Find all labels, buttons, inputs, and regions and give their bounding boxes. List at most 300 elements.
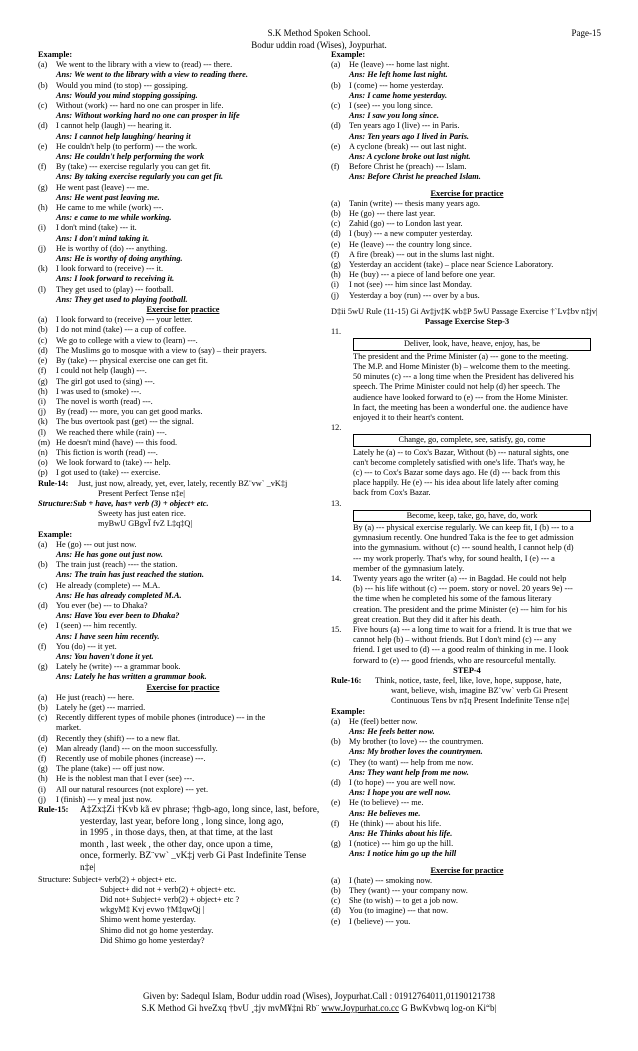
school-address: Bodur uddin road (Wises), Joypurhat. [251, 40, 387, 50]
example-label: Example: [38, 50, 73, 59]
question-item [331, 758, 603, 768]
question-text: You (do) --- it yet. [56, 641, 117, 651]
answer-text: Ans: I have seen him recently. [56, 631, 160, 641]
item-label: (g) [38, 376, 48, 386]
item-label: (m) [38, 437, 50, 447]
passage-number: 14. [331, 573, 342, 583]
practice-item [331, 199, 603, 209]
rule-text: A‡Zx‡Zi †Kvb kã ev phrase; †hgb-ago, long since, last, before, [80, 805, 320, 816]
practice-item [38, 744, 328, 754]
step4-heading: STEP-4 [453, 665, 481, 675]
question-text: He (feel) better now. [349, 716, 418, 726]
footer-note-pre: S.K Method Gi hveZxq †bvU ¸‡jv mvM¥‡ni Rb¨ [141, 1003, 320, 1013]
answer-text: Ans: You haven't done it yet. [56, 651, 154, 661]
rule-16 [331, 676, 603, 707]
practice-text: Tanin (write) --- thesis many years ago. [349, 198, 480, 208]
answer-text: Ans: The train has just reached the station. [56, 570, 204, 580]
rule-text-cont: Present Perfect Tense n‡e| [98, 488, 185, 498]
question-text: He came to me while (work) ---. [56, 203, 164, 213]
structure-line: Subject+ did not + verb(2) + object+ etc. [100, 884, 236, 894]
question-item [38, 101, 328, 111]
practice-item [331, 906, 603, 916]
practice-text: By (take) --- physical exercise one can get fit. [56, 356, 208, 366]
item-label: (h) [331, 270, 341, 280]
example-label: Example: [331, 706, 366, 716]
item-label: (g) [38, 764, 48, 774]
passage-line: Five hours (a) --- a long time to wait for a friend. It is true that we [353, 624, 572, 634]
item-label: (a) [331, 198, 341, 208]
answer-text: Ans: He Thinks about his life. [349, 829, 453, 839]
item-label: (e) [331, 916, 341, 926]
question-item [331, 121, 603, 131]
structure-formula: Sub + have, has+ verb (3) + object+ etc. [73, 498, 209, 508]
structure-line: Did Shimo go home yesterday? [100, 935, 205, 945]
practice-item [38, 407, 328, 417]
answer-text: Ans: They get used to playing football. [56, 294, 188, 304]
practice-item [38, 795, 328, 805]
practice-item [331, 209, 603, 219]
item-label: (l) [38, 284, 46, 294]
item-label: (b) [331, 886, 341, 896]
practice-item [38, 468, 328, 478]
passage-line: cannot help (b) – without friends. But I don't mind (c) --- any [353, 635, 557, 645]
practice-item [331, 917, 603, 927]
item-label: (a) [38, 539, 48, 549]
structure-line: Shimo went home yesterday. [100, 915, 196, 925]
practice-text: He (buy) --- a piece of land before one year. [349, 270, 496, 280]
item-label: (l) [38, 427, 46, 437]
passage-body [353, 574, 573, 625]
passage-line: In fact, the meeting has been a wonderful one. the audience have [353, 402, 568, 412]
question-item [331, 101, 603, 111]
question-text: I (come) --- home yesterday. [349, 80, 444, 90]
passage-body [331, 523, 603, 574]
question-text: I (seen) --- him recently. [56, 621, 137, 631]
item-label: (c) [38, 101, 48, 111]
item-label: (f) [331, 162, 340, 172]
practice-item [38, 734, 328, 744]
question-item [331, 142, 603, 152]
answer-text: Ans: He left home last night. [349, 70, 448, 80]
passage-line: The president and the Prime Minister (a) --- gone to the meeting. [353, 351, 569, 361]
item-label: (e) [38, 743, 48, 753]
practice-text: Yesterday a boy (run) --- over by a bus. [349, 290, 480, 300]
item-label: (a) [38, 60, 48, 70]
practice-text: Recently they (shift) --- to a new flat. [56, 733, 180, 743]
question-text: Without (work) --- hard no one can prosper in life. [56, 101, 224, 111]
practice-item [38, 723, 328, 733]
passage-line: the time when he completed his some of the famous literary [353, 594, 552, 604]
rule-body [375, 676, 569, 707]
rule-text: Continuous Tens bv n‡q Present Indefinite Tense n‡e| [391, 696, 570, 706]
practice-text: I got used to (take) --- exercise. [56, 468, 161, 478]
answer-text: Ans: Ten years ago I lived in Paris. [349, 131, 470, 141]
practice-item [38, 417, 328, 427]
question-text: They (to want) --- help from me now. [349, 757, 474, 767]
practice-text: Yesterday an accident (take) – place near Science Laboratory. [349, 260, 554, 270]
passage-line: forward to (e) --- good friends, who are resourceful mentally. [353, 655, 556, 665]
passage-body [331, 352, 603, 423]
rule-text: n‡e| [80, 863, 96, 873]
question-item [331, 60, 603, 70]
passage-word-box: Change, go, complete, see, satisfy, go, come [353, 434, 591, 446]
passage-word-box: Deliver, look, have, heave, enjoy, has, be [353, 338, 591, 350]
item-label: (j) [331, 290, 339, 300]
answer-text: Ans: Before Christ he preached Islam. [349, 172, 481, 182]
question-item [38, 162, 328, 172]
structure-line: Did not+ Subject+ verb(2) + object+ etc ? [100, 895, 240, 904]
question-item [38, 621, 328, 631]
practice-item [331, 229, 603, 239]
item-label: (d) [38, 121, 48, 131]
item-label: (f) [331, 249, 340, 259]
item-label: (e) [38, 141, 48, 151]
item-label: (k) [38, 417, 48, 427]
practice-text: I was used to (smoke) ---. [56, 386, 142, 396]
question-item [38, 121, 328, 131]
question-text: He couldn't help (to perform) --- the work. [56, 141, 198, 151]
item-label: (c) [38, 713, 48, 723]
structure-line [38, 499, 328, 509]
passage-body [331, 448, 603, 499]
practice-text: I do not mind (take) --- a cup of coffee. [56, 325, 187, 335]
item-label [38, 723, 56, 733]
practice-text: He (leave) --- the country long since. [349, 239, 472, 249]
exercise-heading: Exercise for practice [430, 865, 504, 875]
footer-credit: Given by: Sadequl Islam, Bodur uddin road (Wises), Joypurhat.Call : 01912764011,01190121738 [143, 991, 495, 1001]
question-item [38, 264, 328, 274]
passage-line: Twenty years ago the writer (a) --- in Bagdad. He could not help [353, 573, 567, 583]
item-label: (j) [38, 243, 46, 253]
practice-text: The novel is worth (read) ---. [56, 396, 153, 406]
item-label: (a) [38, 692, 48, 702]
practice-item [38, 713, 328, 723]
item-label: (c) [38, 335, 48, 345]
practice-item [331, 886, 603, 896]
question-item [38, 183, 328, 193]
question-item [38, 560, 328, 570]
practice-text: She (to wish) -- to get a job now. [349, 896, 458, 906]
item-label: (f) [38, 754, 47, 764]
item-label: (c) [331, 757, 341, 767]
exercise-heading: Exercise for practice [146, 682, 220, 692]
structure-label: Structure: [38, 498, 74, 508]
passage-line: (c) --- to Cox's Bazar some days ago. He (d) --- back from this [353, 467, 561, 477]
item-label: (e) [331, 798, 341, 808]
question-text: Ten years ago I (live) --- in Paris. [349, 121, 460, 131]
passage-line: --- my work properly. That's why, for sound health, I (e) --- a [353, 553, 555, 563]
item-label: (b) [38, 560, 48, 570]
question-item [38, 142, 328, 152]
practice-item [331, 876, 603, 886]
answer-text: Ans: I notice him go up the hill [349, 849, 457, 859]
practice-item [38, 754, 328, 764]
item-label: (j) [38, 407, 46, 417]
practice-text: A fire (break) --- out in the slums last night. [349, 249, 495, 259]
practice-item [331, 240, 603, 250]
answer-text: Ans: Lately he has written a grammar book. [56, 672, 207, 682]
structure-line: wkgyM‡ Kvj evwo †M‡qwQj | [100, 905, 205, 915]
question-item [331, 717, 603, 727]
passage-line: great creation. But they did it after his death. [353, 614, 502, 624]
practice-text: The girl got used to (sing) ---. [56, 376, 155, 386]
exercise-heading: Exercise for practice [146, 305, 220, 315]
item-label: (i) [38, 784, 46, 794]
item-label: (n) [38, 447, 48, 457]
rule-text: month , last week , the other day, once upon a time, [80, 839, 273, 850]
question-text: He went past (leave) --- me. [56, 182, 150, 192]
practice-item [38, 785, 328, 795]
page-number: Page-15 [571, 28, 601, 38]
practice-item [38, 703, 328, 713]
structure-line: Structure: Subject+ verb(2) + object+ etc. [38, 874, 177, 884]
answer-text: Ans: He believes me. [349, 808, 421, 818]
answer-text: Ans: Would you mind stopping gossiping. [56, 90, 198, 100]
item-label: (g) [38, 182, 48, 192]
practice-item [38, 356, 328, 366]
answer-text: Ans: I hope you are well now. [349, 788, 451, 798]
question-item [331, 778, 603, 788]
practice-text: I not (see) --- him since last Monday. [349, 280, 472, 290]
passage-line: speech. The Prime Minister could not help (d) her speech. The [353, 382, 561, 392]
question-item [331, 798, 603, 808]
answer-text: Ans: e came to me while working. [56, 213, 172, 223]
practice-text: You (to imagine) --- that now. [349, 906, 449, 916]
question-item [38, 285, 328, 295]
passage-line: creation. The president and the prime Minister (e) --- him for his [353, 604, 568, 614]
practice-item [38, 325, 328, 335]
question-text: He (leave) --- home last night. [349, 60, 450, 70]
practice-text: He just (reach) --- here. [56, 692, 135, 702]
footer-note [0, 1002, 638, 1014]
rule-15 [38, 805, 328, 875]
answer-text: Ans: He is worthy of doing anything. [56, 254, 183, 264]
item-label: (d) [331, 906, 341, 916]
question-text: He (to believe) --- me. [349, 798, 424, 808]
question-text: I (notice) --- him go up the hill. [349, 839, 454, 849]
passage-line: The M.P. and Home Minister (b) – welcome them to the meeting. [353, 361, 571, 371]
question-item [331, 839, 603, 849]
practice-text: The plane (take) --- off just now. [56, 764, 165, 774]
item-label: (d) [38, 345, 48, 355]
passage-line: audience have looked forward to (e) --- from the Home Minister. [353, 392, 568, 402]
answer-text: Ans: Have You ever been to Dhaka? [56, 611, 180, 621]
practice-item [38, 346, 328, 356]
item-label: (f) [331, 818, 340, 828]
item-label: (a) [331, 60, 341, 70]
item-label: (a) [38, 315, 48, 325]
rule-label: Rule-14: [38, 478, 69, 488]
item-label: (i) [38, 223, 46, 233]
practice-item [331, 291, 603, 301]
question-item [38, 581, 328, 591]
rule-text: once, formerly. BZ¨vw` _vK‡j verb Gi Past Indefinite Tense [80, 851, 307, 862]
practice-text: We go to college with a view to (learn) ---. [56, 335, 198, 345]
item-label: (e) [331, 239, 341, 249]
passage-number: 12. [331, 423, 342, 433]
question-text: Before Christ he (preach) --- Islam. [349, 162, 467, 172]
practice-text: I look forward to (receive) --- your letter. [56, 315, 193, 325]
rule-label: Rule-16: [331, 675, 362, 685]
question-item [331, 162, 603, 172]
item-label: (i) [331, 280, 339, 290]
practice-item [38, 458, 328, 468]
answer-text: Ans: I saw you long since. [349, 111, 439, 121]
item-label: (e) [331, 141, 341, 151]
question-text: I (to hope) --- you are well now. [349, 778, 456, 788]
item-label: (c) [331, 219, 341, 229]
question-text: My brother (to love) --- the countrymen. [349, 737, 484, 747]
practice-item [331, 280, 603, 290]
question-item [38, 203, 328, 213]
question-text: We went to the library with a view to (read) --- there. [56, 60, 233, 70]
answer-text: Ans: A cyclone broke out last night. [349, 152, 471, 162]
practice-item [331, 896, 603, 906]
item-label: (d) [331, 778, 341, 788]
answer-text: Ans: I came home yesterday. [349, 90, 448, 100]
item-label: (i) [38, 396, 46, 406]
question-text: By (take) --- exercise regularly you can get fit. [56, 162, 211, 172]
example-label: Example: [331, 50, 366, 59]
rule-label: Rule-15: [38, 805, 69, 815]
item-label: (g) [331, 260, 341, 270]
question-text: Lately he (write) --- a grammar book. [56, 662, 181, 672]
passage-body [353, 625, 572, 666]
practice-item [38, 377, 328, 387]
practice-item [38, 428, 328, 438]
item-label: (b) [331, 737, 341, 747]
question-item [38, 81, 328, 91]
practice-item [38, 315, 328, 325]
passage-line: gymnasium recently. One hundred Taka is the fee to get admission [353, 533, 574, 543]
question-text: He (go) --- out just now. [56, 539, 137, 549]
passage-item [331, 574, 603, 625]
question-item [38, 642, 328, 652]
passage-number: 15. [331, 624, 342, 634]
question-item [38, 540, 328, 550]
practice-item [38, 336, 328, 346]
passage-line: member of the gymnasium lately. [353, 563, 465, 573]
practice-text: I (believe) --- you. [349, 916, 411, 926]
practice-item [38, 774, 328, 784]
answer-text: Ans: We went to the library with a view to reading there. [56, 70, 248, 80]
right-column [331, 50, 603, 927]
answer-text: Ans: My brother loves the countrymen. [349, 747, 483, 757]
question-item [38, 662, 328, 672]
item-label: (f) [38, 162, 47, 172]
practice-item [38, 387, 328, 397]
item-label: (b) [38, 325, 48, 335]
practice-text: Lately he (get) --- married. [56, 703, 146, 712]
practice-item [331, 260, 603, 270]
question-item [38, 244, 328, 254]
page-footer [0, 990, 638, 1014]
item-label: (h) [38, 774, 48, 784]
rule-text: Think, notice, taste, feel, like, love, hope, suppose, hate, [375, 675, 562, 685]
item-label: (d) [331, 121, 341, 131]
practice-text: We reached there while (rain) ---. [56, 427, 167, 437]
practice-text: This fiction is worth (read) ---. [56, 447, 158, 457]
practice-text: market. [56, 723, 82, 733]
item-label: (g) [331, 839, 341, 849]
structure-example-bn: myBwU GBgvÎ fvZ L‡q‡Q| [98, 519, 193, 529]
passage-line: friend. I get used to (d) --- a good realm of thinking in me. I look [353, 645, 569, 655]
question-item [331, 81, 603, 91]
practice-text: He doesn't mind (have) --- this food. [56, 437, 178, 447]
item-label: (p) [38, 468, 48, 478]
item-label: (d) [38, 600, 48, 610]
step3-heading: Passage Exercise Step-3 [424, 317, 510, 327]
left-column [38, 50, 328, 946]
practice-text: He is the noblest man that I ever (see) ---. [56, 774, 195, 784]
practice-item [38, 397, 328, 407]
practice-text: Recently different types of mobile phones (introduce) --- in the [56, 713, 266, 723]
practice-text: I (hate) --- smoking now. [349, 875, 433, 885]
answer-text: Ans: They want help from me now. [349, 767, 469, 777]
question-item [331, 819, 603, 829]
question-item [38, 60, 328, 70]
passage-word-box: Become, keep, take, go, have, do, work [353, 510, 591, 522]
practice-text: They (want) --- your company now. [349, 886, 468, 896]
item-label: (f) [38, 641, 47, 651]
item-label: (h) [38, 203, 48, 213]
item-label: (d) [38, 733, 48, 743]
practice-item [38, 438, 328, 448]
item-label: (b) [331, 80, 341, 90]
passage-number: 13. [331, 498, 342, 508]
question-text: They get used to (play) --- football. [56, 284, 174, 294]
answer-text: Ans: By taking exercise regularly you can get fit. [56, 172, 224, 182]
rule-text: Just, just now, already, yet, ever, lately, recently BZ¨vw` _vK‡j [78, 478, 288, 488]
practice-text: All our natural resources (not explore) --- yet. [56, 784, 209, 794]
practice-item [38, 764, 328, 774]
footer-website-link[interactable]: www.Joypurhat.co.cc [321, 1003, 400, 1013]
item-label: (a) [331, 875, 341, 885]
question-item [38, 223, 328, 233]
item-label: (h) [38, 386, 48, 396]
passage-line: place happily. He (e) --- his idea about life lately after coming [353, 478, 559, 488]
practice-item [331, 250, 603, 260]
question-text: I don't mind (take) --- it. [56, 223, 137, 233]
question-text: He already (complete) --- M.A. [56, 580, 161, 590]
answer-text: Ans: I don't mind taking it. [56, 233, 150, 243]
answer-text: Ans: He went past leaving me. [56, 192, 160, 202]
exercise-heading: Exercise for practice [430, 188, 504, 198]
practice-text: Recently use of mobile phones (increase) ---. [56, 754, 206, 764]
passage-line: (b) --- his life without (c) --- poem. story or novel. 20 years 9e) --- [353, 584, 573, 594]
question-text: A cyclone (break) --- out last night. [349, 141, 467, 151]
question-text: I look forward to (receive) --- it. [56, 264, 164, 274]
practice-text: The bus overtook past (get) --- the signal. [56, 417, 194, 427]
item-label: (c) [331, 896, 341, 906]
question-text: Would you mind (to stop) --- gossiping. [56, 80, 188, 90]
school-title: S.K Method Spoken School. [267, 28, 371, 38]
rule-text: want, believe, wish, imagine BZ¨vw` verb Gi Present [391, 686, 568, 696]
rule-text: in 1995 , in those days, then, at that time, at the last [80, 828, 273, 839]
question-text: You ever (be) --- to Dhaka? [56, 600, 148, 610]
practice-item [38, 448, 328, 458]
question-text: He is worthy of (do) --- anything. [56, 243, 168, 253]
item-label: (b) [38, 80, 48, 90]
item-label: (o) [38, 458, 48, 468]
passage-number: 11. [331, 327, 342, 337]
answer-text: Ans: He couldn't help performing the work [56, 152, 204, 162]
answer-text: Ans: He feels better now. [349, 727, 435, 736]
item-label: (b) [38, 703, 48, 712]
passage-line: By (a) --- physical exercise regularly. We can keep fit, I (b) --- to a [353, 522, 574, 532]
practice-text: He (go) --- there last year. [349, 209, 436, 219]
practice-text: The Muslims go to mosque with a view to (say) – their prayers. [56, 345, 267, 355]
